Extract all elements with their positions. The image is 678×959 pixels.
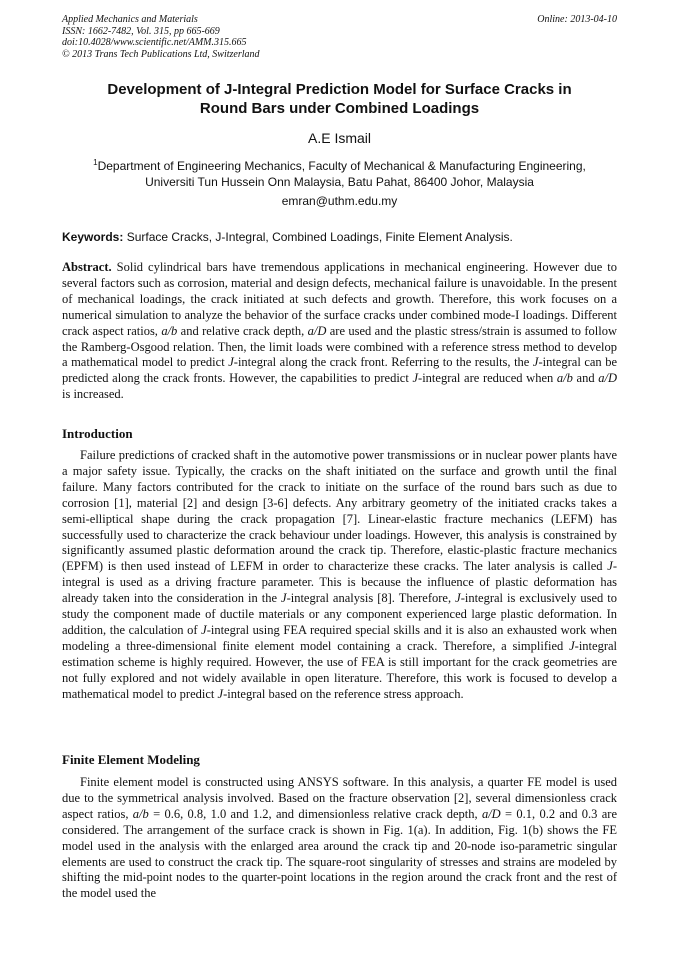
title-line-1: Development of J-Integral Prediction Model for Surface Cracks in (107, 81, 572, 98)
body-text: -integral is exclusively used to study the component made of ductile materials or any component experienced large plastic deformation. In addition, the calculation of (62, 591, 617, 637)
journal-header (62, 14, 617, 60)
doi-line: doi:10.4028/www.scientific.net/AMM.315.665 (62, 37, 247, 48)
keywords-label: Keywords: (62, 230, 124, 244)
abstract-text: is increased. (62, 387, 124, 402)
body-text: -integral using FEA required special skills and it is also an exhausted work when modeling a three-dimensional finite element model containing a crack. Therefore, a simplified (62, 622, 617, 653)
abstract-text: -integral are reduced when (418, 371, 557, 386)
abstract-text: Solid cylindrical bars have tremendous applications in mechanical engineering. However due to several factors such as corrosion, material and design defects, mechanical failure is unavoidable. In the present of mechanical loadings, the crack initiated at such defects and growth. Therefore, this work focuses on a numerical simulation to analyze the behavior of the surface cracks under combined mode-I loadings. Different crack aspect ratios, (62, 260, 617, 338)
journal-name: Applied Mechanics and Materials (62, 14, 198, 25)
paper-title (62, 80, 617, 118)
math-a-over-d: a/D (481, 806, 501, 821)
math-a-over-b: a/b (161, 323, 178, 338)
introduction-paragraph (62, 448, 617, 703)
math-j: J (569, 638, 575, 653)
body-text: -integral based on the reference stress approach. (223, 686, 464, 701)
body-text: Finite element model is constructed using ANSYS software. In this analysis, a quarter FE model is used due to the symmetrical analysis involved. Based on the fracture observation [2], several dimensionless crack aspect ratios, (62, 775, 617, 821)
math-j: J (228, 355, 234, 370)
author-email: emran@uthm.edu.my (281, 194, 398, 208)
abstract-text: are used and the plastic stress/strain is assumed to follow the Ramberg-Osgood relation. Then, the limit loads were combined with a reference stress method to develop a mathematical model to predict (62, 323, 617, 370)
math-a-over-d: a/D (598, 371, 617, 386)
abstract-paragraph (62, 260, 617, 403)
keywords (62, 230, 617, 244)
math-j: J (532, 355, 539, 370)
affiliation-line-1 (62, 155, 617, 174)
section-heading-introduction: Introduction (62, 426, 133, 441)
math-j: J (607, 559, 613, 574)
abstract-text: -integral can be predicted along the crack fronts. However, the capabilities to predict (62, 355, 617, 386)
abstract-text: -integral along the crack front. Referring to the results, the (233, 355, 533, 370)
affiliation-line-2: Universiti Tun Hussein Onn Malaysia, Batu Pahat, 86400 Johor, Malaysia (145, 175, 534, 189)
math-a-over-b: a/b (556, 371, 573, 386)
math-j: J (412, 371, 419, 386)
keywords-text: Surface Cracks, J-Integral, Combined Loadings, Finite Element Analysis. (123, 230, 513, 244)
fem-paragraph (62, 775, 617, 902)
math-a-over-b: a/b (132, 806, 149, 821)
affiliation (62, 155, 617, 190)
math-a-over-d: a/D (307, 323, 327, 338)
affiliation-text-1: Department of Engineering Mechanics, Faculty of Mechanical & Manufacturing Engineering, (97, 159, 586, 173)
body-text: = 0.1, 0.2 and 0.3 are considered. The arrangement of the surface crack is shown in Fig. 1(a). In addition, Fig. 1(b) shows the FE model used in the analysis with the enlarged area around the crack tip and 20-node iso-parametric singular elements are used to construct the crack tip. The square-root singularity of stresses and strains are modeled by shifting the mid-point nodes to the quarter-point locations in the region around the crack front and the rest of the model used the (62, 806, 617, 901)
abstract-text: and (572, 371, 599, 386)
math-j: J (455, 591, 461, 606)
copyright-line: © 2013 Trans Tech Publications Ltd, Switzerland (62, 48, 260, 60)
body-text: -integral estimation scheme is highly required. However, the use of FEA is still important for the crack geometries are not fully explored and not widely available in open literature. Therefore, this work is focused to develop a mathematical model to predict (62, 638, 617, 701)
author-name: A.E Ismail (307, 130, 371, 146)
abstract-text: and relative crack depth, (177, 323, 308, 338)
body-text: -integral analysis [8]. Therefore, (286, 591, 456, 606)
body-text: = 0.6, 0.8, 1.0 and 1.2, and dimensionless relative crack depth, (148, 806, 482, 821)
body-text: Failure predictions of cracked shaft in the automotive power transmissions or in nuclear power plants have a major safety issue. Typically, the cracks on the shaft initiated on the surface and growth until the final failure. Many factors contributed for the crack to initiate on the surface of the round bars such as due to corrosion [1], material [2] and design [3-6] defects. Any arbitrary geometry of the initiated cracks takes a semi-elliptical shape during the crack propagation [7]. Linear-elastic fracture mechanics (LEFM) has successfully used to characterize the crack behaviour under loadings. However, this analysis is constrained by significantly assumed plastic deformation around the crack tip. Therefore, elastic-plastic fracture mechanics (EPFM) is then used instead of LEFM in order to characterize these cracks. The later analysis is called (62, 448, 617, 574)
math-j: J (201, 622, 207, 637)
math-j: J (281, 591, 287, 606)
section-heading-finite-element-modeling: Finite Element Modeling (62, 752, 200, 767)
online-date: Online: 2013-04-10 (537, 14, 617, 25)
title-line-2: Round Bars under Combined Loadings (199, 100, 480, 117)
issn-line: ISSN: 1662-7482, Vol. 315, pp 665-669 (62, 25, 220, 37)
affiliation-marker: 1 (93, 158, 98, 167)
math-j: J (217, 686, 224, 701)
body-text: -integral is used as a driving fracture parameter. This is because the influence of plastic deformation has already taken into the consideration in the (62, 559, 617, 606)
abstract-label: Abstract. (62, 260, 112, 274)
